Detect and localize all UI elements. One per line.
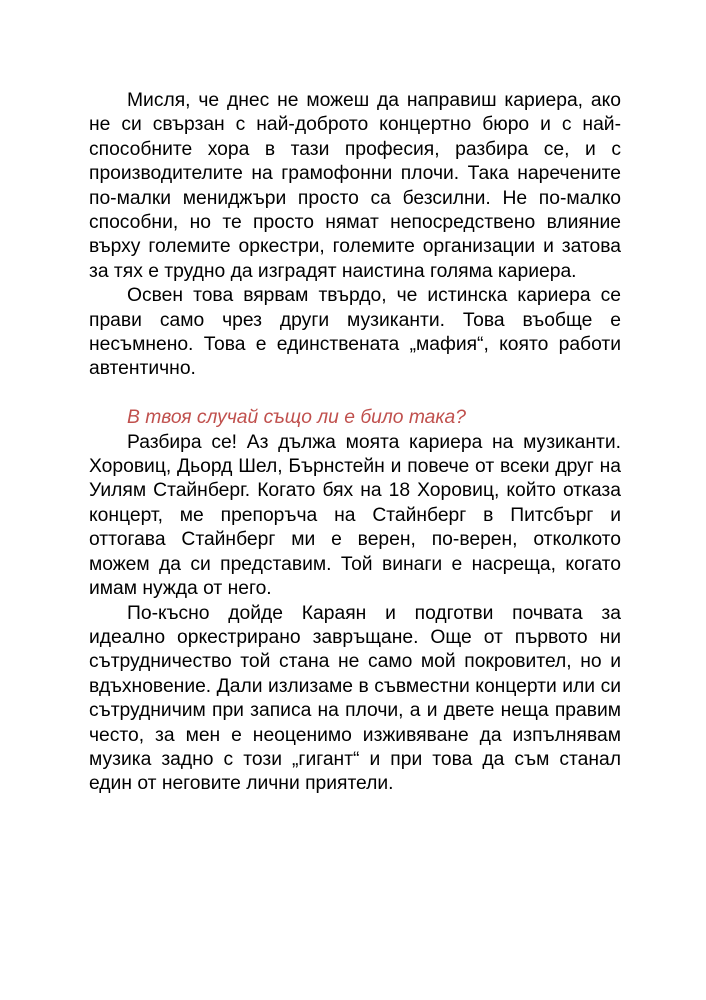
document-page (89, 89, 621, 797)
paragraph-2: Освен това вярвам твърдо, че истинска кариера се прави само чрез други музиканти. Това въобще е несъмнено. Това е единствената „мафия“, която работи автентично. (89, 285, 621, 380)
paragraph-1: Мисля, че днес не можеш да направиш кариера, ако не си свързан с най-доброто концертно бюро и с най-способните хора в тази професия, разбира се, и с производителите на грамофонни плочи. Така наречените по-малки мениджъри просто са безсилни. Не по-малко способни, но те просто нямат непосредствено влияние върху големите оркестри, големите организации и затова за тях е трудно да изградят наистина голяма кариера. (89, 90, 621, 282)
paragraph-4: По-късно дойде Караян и подготви почвата за идеално оркестрирано завръщане. Още от първото ни сътрудничество той стана не само мой покровител, но и вдъхновение. Дали излизаме в съвместни концерти или си сътрудничим при записа на плочи, а и двете неща правим често, за мен е неоценимо изживяване да изпълнявам музика задно с този „гигант“ и при това да съм станал един от неговите лични приятели. (89, 602, 621, 795)
interview-question: В твоя случай също ли е било така? (127, 407, 466, 429)
paragraph-3: Разбира се! Аз дължа моята кариера на музиканти. Хоровиц, Дьорд Шел, Бърнстейн и повече от всеки друг на Уилям Стайнберг. Когато бях на 18 Хоровиц, който отказа концерт, ме препоръча на Стайнберг в Питсбърг и оттогава Стайнберг ми е верен, по-верен, отколкото можем да си представим. Той винаги е насреща, когато имам нужда от него. (89, 431, 621, 600)
